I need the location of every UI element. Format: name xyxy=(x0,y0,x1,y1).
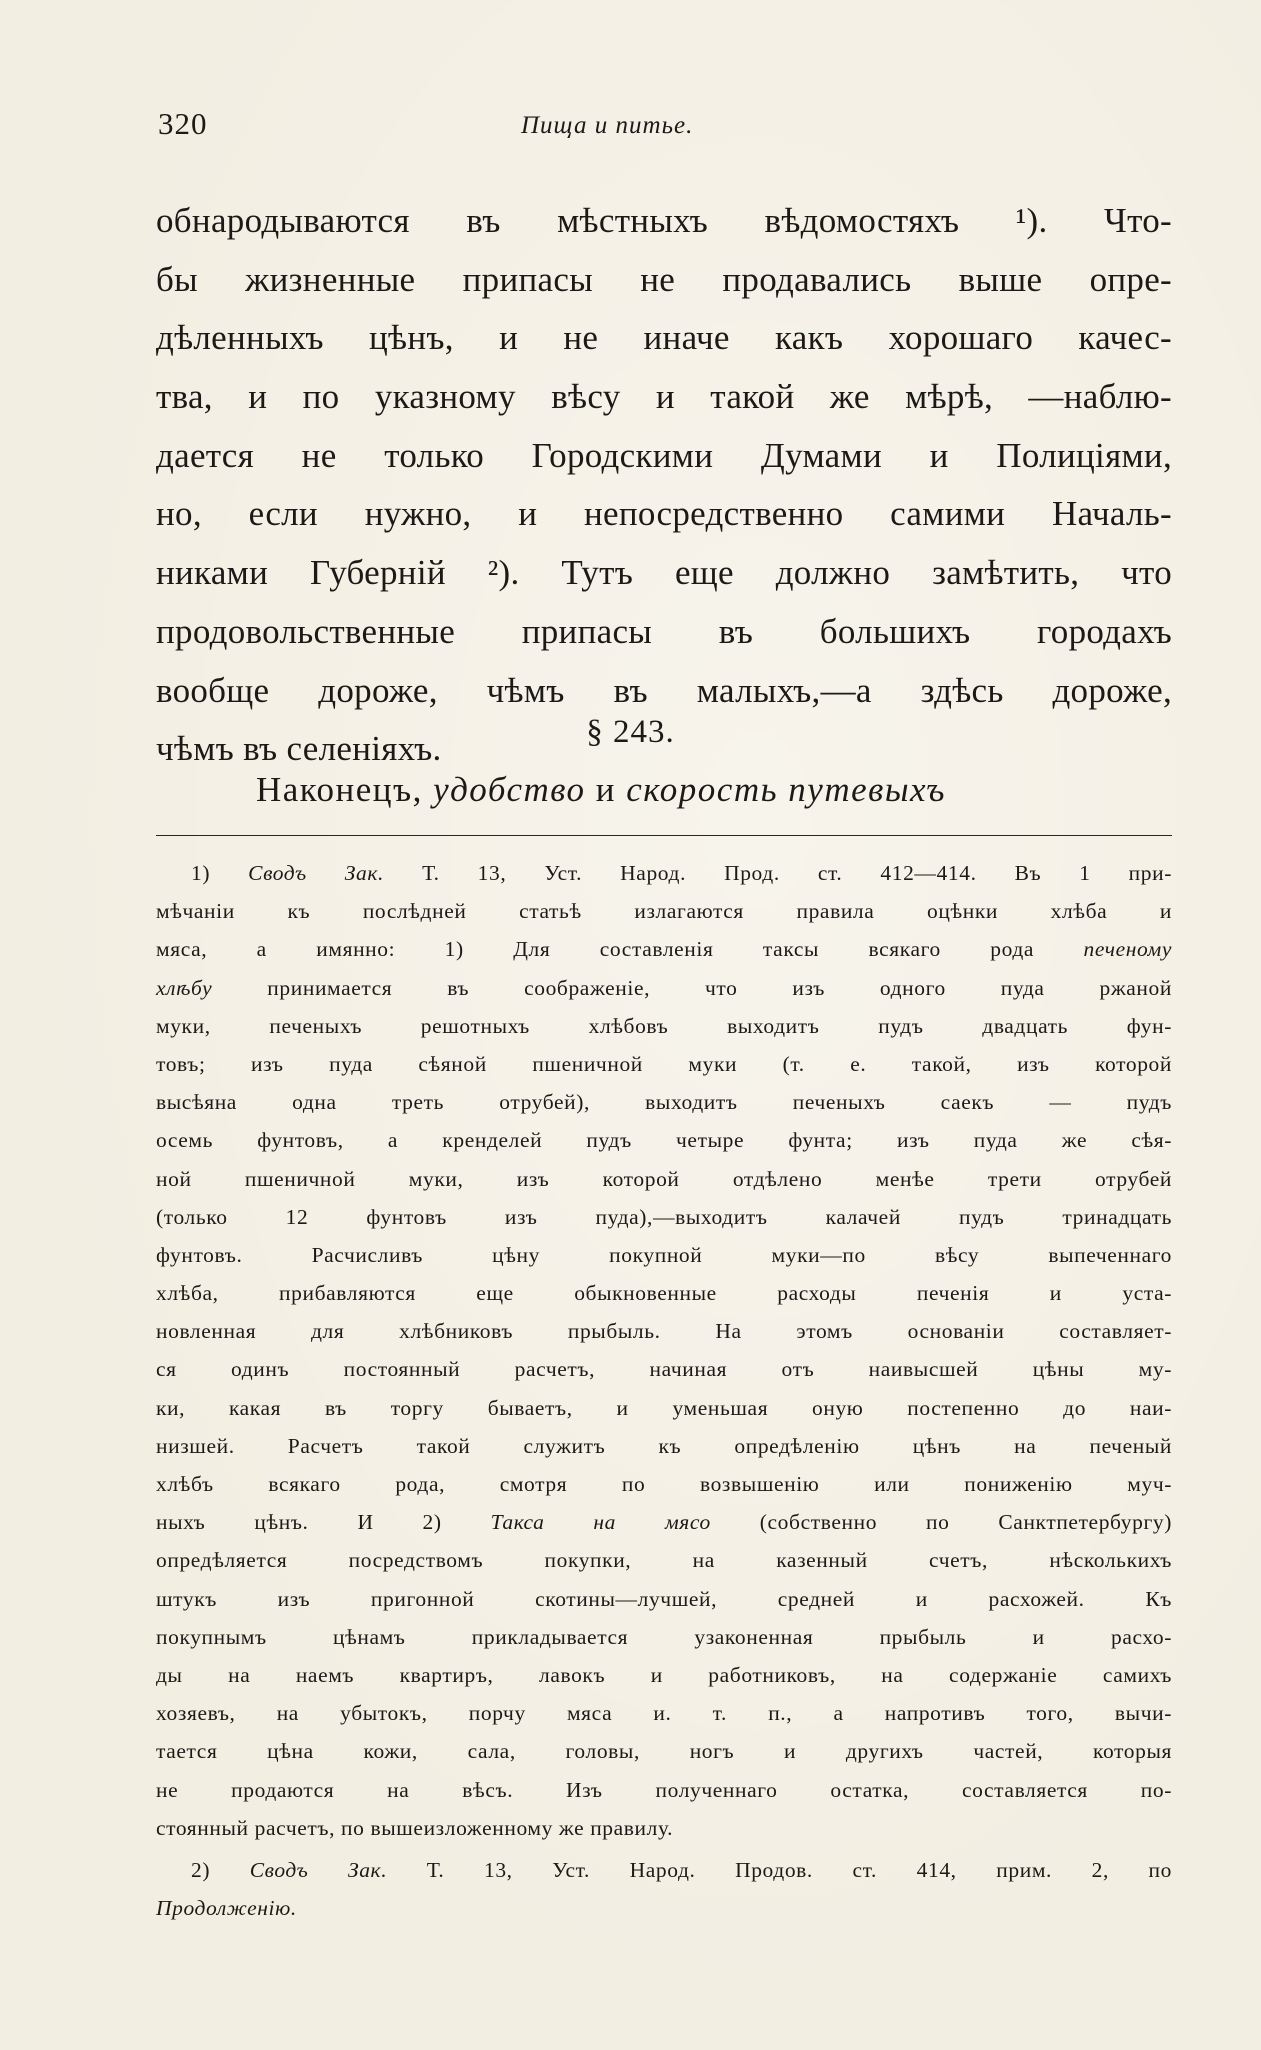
text-line: обнародываются въ мѣстныхъ вѣдомостяхъ ¹). Что- xyxy=(156,201,1172,240)
footnote-text: товъ; изъ пуда сѣяной пшеничной муки (т. е. такой, изъ которой xyxy=(156,1051,1172,1076)
footnote-italic-text: Такса на мясо xyxy=(490,1510,711,1535)
footnote-line xyxy=(156,1389,1172,1427)
footnote-text: стоянный расчетъ, по вышеизложенному же правилу. xyxy=(156,1815,674,1840)
footnote-text: (собственно по Санктпетербургу) xyxy=(710,1510,1173,1535)
footnote-line xyxy=(156,1771,1172,1809)
footnote-line xyxy=(156,1889,1172,1927)
footnote-text: не продаются на вѣсъ. Изъ полученнаго остатка, составляется по- xyxy=(156,1777,1172,1802)
footnote-text: Т. 13, Уст. Народ. Продов. ст. 414, прим. 2, по xyxy=(387,1857,1173,1882)
text-line: дается не только Городскими Думами и Полиціями, xyxy=(156,435,1172,475)
footnote-text: хозяевъ, на убытокъ, порчу мяса и. т. п., а напротивъ того, вычи- xyxy=(156,1701,1172,1726)
main-text xyxy=(156,192,1172,779)
footnote-line xyxy=(156,1236,1172,1274)
footnote-text: тается цѣна кожи, сала, головы, ногъ и другихъ частей, которыя xyxy=(156,1739,1172,1764)
page-number: 320 xyxy=(158,106,208,141)
footnote-line xyxy=(156,1350,1172,1388)
footnote-text: ныхъ цѣнъ. И 2) xyxy=(156,1510,491,1535)
footnote-text: (только 12 фунтовъ изъ пуда),—выходитъ калачей пудъ тринадцать xyxy=(156,1204,1172,1229)
footnote-line xyxy=(156,1503,1172,1541)
footnote-line xyxy=(156,930,1172,968)
footnote-text: низшей. Расчетъ такой служитъ къ опредѣленію цѣнъ на печеный xyxy=(156,1433,1172,1458)
footnote-rule xyxy=(156,835,1172,836)
continuation-emphasis: удобство xyxy=(433,770,586,809)
footnote-line xyxy=(156,969,1172,1007)
footnote-text: высѣяна одна треть отрубей), выходитъ печеныхъ саекъ — пудъ xyxy=(156,1090,1172,1115)
footnote-text: хлѣбъ всякаго рода, смотря по возвышенію или пониженію муч- xyxy=(156,1472,1172,1496)
footnote-italic-text: Сводъ Зак. xyxy=(249,1857,388,1882)
footnote-text: принимается въ соображеніе, что изъ одного пуда ржаной xyxy=(212,975,1172,1000)
section-heading xyxy=(0,714,1261,751)
footnote-line xyxy=(156,1541,1172,1579)
footnote-italic-text: Сводъ Зак. xyxy=(248,861,385,885)
continuation-lead: Наконецъ, xyxy=(256,770,423,809)
footnote-text: хлѣба, прибавляются еще обыкновенные расходы печенія и уста- xyxy=(156,1281,1172,1306)
footnote-line xyxy=(156,1045,1172,1083)
footnote-line xyxy=(156,1274,1172,1312)
footnote-line xyxy=(156,1851,1172,1889)
continuation-emphasis: скорость путевыхъ xyxy=(626,770,946,809)
text-line: дѣленныхъ цѣнъ, и не иначе какъ хорошаго качес- xyxy=(156,318,1172,358)
footnote-italic-text: Продолженію. xyxy=(156,1896,297,1921)
footnote-line xyxy=(156,1427,1172,1465)
footnote-line xyxy=(156,1160,1172,1198)
text-line: никами Губерній ²). Тутъ еще должно замѣтить, что xyxy=(156,553,1172,593)
section-number: § 243. xyxy=(586,714,675,750)
footnote-text: покупнымъ цѣнамъ прикладывается узаконенная прыбыль и расхо- xyxy=(156,1624,1172,1649)
footnote-line xyxy=(156,1312,1172,1350)
running-head xyxy=(158,106,780,146)
text-line: тва, и по указному вѣсу и такой же мѣрѣ, —наблю- xyxy=(156,377,1172,417)
footnote-text: фунтовъ. Расчисливъ цѣну покупной муки—по вѣсу выпеченнаго xyxy=(156,1242,1172,1267)
footnote-line xyxy=(156,1121,1172,1159)
footnote-line xyxy=(156,1694,1172,1732)
footnote-line xyxy=(156,892,1172,930)
footnote-line xyxy=(156,1809,1172,1847)
continuation-mid: и xyxy=(595,770,616,809)
footnote-text: осемь фунтовъ, а кренделей пудъ четыре фунта; изъ пуда же сѣя- xyxy=(156,1128,1172,1153)
footnote-text: ной пшеничной муки, изъ которой отдѣлено менѣе трети отрубей xyxy=(156,1166,1172,1191)
footnote-text: ся одинъ постоянный расчетъ, начиная отъ наивысшей цѣны му- xyxy=(156,1357,1172,1382)
text-line: но, если нужно, и непосредственно самими Началь- xyxy=(156,494,1172,534)
footnote-text: штукъ изъ пригонной скотины—лучшей, средней и расхожей. Къ xyxy=(156,1586,1172,1611)
footnote-italic-text: хлѣбу xyxy=(156,975,213,1000)
text-line: бы жизненные припасы не продавались выше опре- xyxy=(156,259,1172,299)
continuation-line xyxy=(256,770,1172,810)
footnote-line xyxy=(156,1618,1172,1656)
footnote-text: муки, печеныхъ решотныхъ хлѣбовъ выходитъ пудъ двадцать фун- xyxy=(156,1013,1172,1038)
footnote-line xyxy=(156,1465,1172,1503)
footnote-text: ды на наемъ квартиръ, лавокъ и работниковъ, на содержаніе самихъ xyxy=(156,1662,1172,1687)
footnote-line xyxy=(156,1732,1172,1770)
running-title: Пища и питье. xyxy=(521,112,694,139)
footnote-line xyxy=(156,1007,1172,1045)
text-line: чѣмъ въ селеніяхъ. xyxy=(156,729,442,769)
footnote-line xyxy=(156,1656,1172,1694)
footnote-line xyxy=(156,1083,1172,1121)
footnote-text: 2) xyxy=(191,1857,250,1882)
text-line: вообще дороже, чѣмъ въ малыхъ,—а здѣсь дороже, xyxy=(156,670,1172,710)
footnote-text: ки, какая въ торгу бываетъ, и уменьшая оную постепенно до наи- xyxy=(156,1395,1172,1420)
footnote-line xyxy=(156,1198,1172,1236)
footnote-text: новленная для хлѣбниковъ прыбыль. На этомъ основаніи составляет- xyxy=(156,1319,1172,1344)
footnote-line xyxy=(156,1580,1172,1618)
text-line: продовольственные припасы въ большихъ городахъ xyxy=(156,611,1172,651)
footnotes xyxy=(156,854,1172,1927)
footnote-text: мяса, а имянно: 1) Для составленія таксы всякаго рода xyxy=(156,937,1084,962)
footnote-italic-text: печеному xyxy=(1083,937,1172,962)
footnote-text: Т. 13, Уст. Народ. Прод. ст. 412—414. Въ 1 при- xyxy=(384,861,1173,885)
footnote-text: опредѣляется посредствомъ покупки, на казенный счетъ, нѣсколькихъ xyxy=(156,1548,1172,1573)
footnote-line xyxy=(156,854,1172,892)
footnote-text: 1) xyxy=(191,861,249,885)
footnote-text: мѣчаніи къ послѣдней статьѣ излагаются правила оцѣнки хлѣба и xyxy=(156,899,1172,924)
